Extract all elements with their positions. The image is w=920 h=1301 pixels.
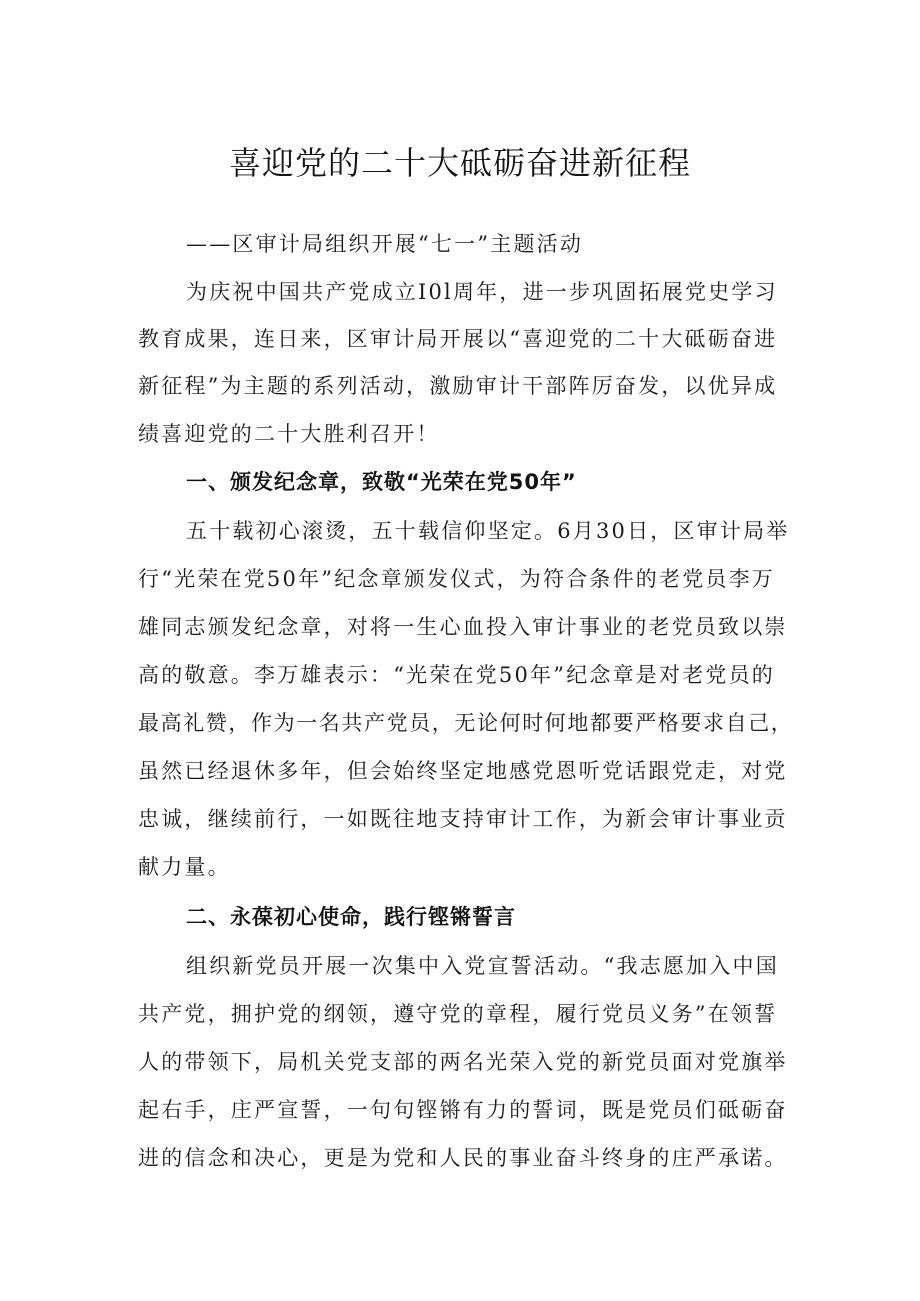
section1-line: 行“光荣在党50年”纪念章颁发仪式，为符合条件的老党员李万 [138,567,775,591]
section-heading-2: 二、永葆初心使命，践行铿锵誓言 [186,905,516,929]
section1-line: 雄同志颁发纪念章，对将一生心血投入审计事业的老党员致以崇 [138,615,788,639]
section-heading-1: 一、颁发纪念章，致敬“光荣在党50年” [186,470,577,494]
section1-line: 最高礼赞，作为一名共产党员，无论何时何地都要严格要求自己， [138,711,794,735]
section1-line: 献力量。 [138,855,231,879]
intro-line: 为庆祝中国共产党成立I0l周年，进一步巩固拓展党史学习 [186,280,778,304]
intro-line: 新征程”为主题的系列活动，激励审计干部阵厉奋发，以优异成 [138,374,778,398]
section2-line: 起右手，庄严宣誓，一句句铿锵有力的誓词，既是党员们砥砺奋 [138,1098,788,1122]
section1-line: 虽然已经退休多年，但会始终坚定地感党恩听党话跟党走，对党 [138,759,788,783]
intro-line: 绩喜迎党的二十大胜利召开！ [138,422,440,446]
section1-line: 高的敬意。李万雄表示：“光荣在党50年”纪念章是对老党员的 [138,663,775,687]
section1-line: 五十载初心滚烫，五十载信仰坚定。6月30日，区审计局举 [186,519,790,543]
section2-line: 组织新党员开展一次集中入党宣誓活动。“我志愿加入中国 [186,954,779,978]
section2-line: 人的带领下，局机关党支部的两名光荣入党的新党员面对党旗举 [138,1050,788,1074]
section1-line: 忠诚，继续前行，一如既往地支持审计工作，为新会审计事业贡 [138,807,788,831]
section2-line: 共产党，拥护党的纲领，遵守党的章程，履行党员义务”在领誓 [138,1002,778,1026]
intro-line: 教育成果，连日来，区审计局开展以“喜迎党的二十大砥砺奋进 [138,327,778,351]
document-subtitle: ——区审计局组织开展“七一”主题活动 [186,232,584,256]
section2-line: 进的信念和决心，更是为党和人民的事业奋斗终身的庄严承诺。 [138,1146,788,1170]
document-title: 喜迎党的二十大砥砺奋进新征程 [228,144,691,182]
